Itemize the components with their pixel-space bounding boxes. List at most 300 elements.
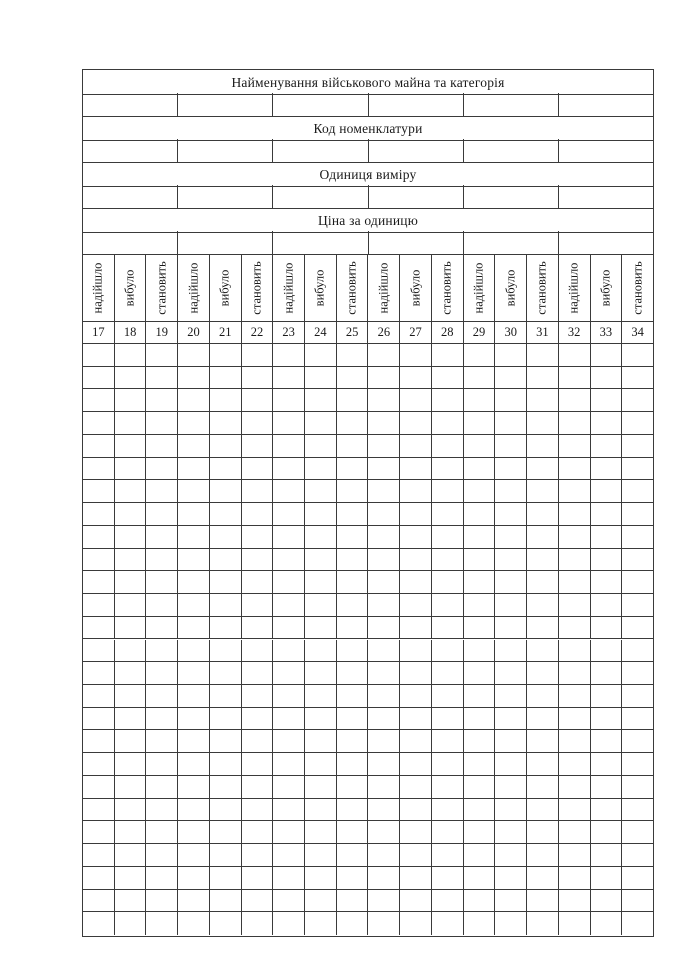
table-cell[interactable] xyxy=(368,458,400,480)
table-cell[interactable] xyxy=(242,912,274,935)
table-cell[interactable] xyxy=(464,912,496,935)
table-cell[interactable] xyxy=(495,594,527,616)
table-cell[interactable] xyxy=(559,526,591,548)
table-cell[interactable] xyxy=(115,753,147,775)
table-cell[interactable] xyxy=(464,571,496,593)
table-cell[interactable] xyxy=(83,708,115,730)
table-cell[interactable] xyxy=(210,571,242,593)
table-cell[interactable] xyxy=(178,594,210,616)
table-cell[interactable] xyxy=(591,526,623,548)
table-cell[interactable] xyxy=(305,821,337,843)
table-cell[interactable] xyxy=(273,367,305,389)
table-cell[interactable] xyxy=(178,412,210,434)
table-cell[interactable] xyxy=(146,708,178,730)
table-cell[interactable] xyxy=(368,571,400,593)
table-cell[interactable] xyxy=(368,549,400,571)
table-cell[interactable] xyxy=(368,389,400,411)
band-entry-cell[interactable] xyxy=(83,185,178,208)
table-cell[interactable] xyxy=(622,799,653,821)
table-cell[interactable] xyxy=(305,776,337,798)
table-cell[interactable] xyxy=(400,480,432,502)
table-cell[interactable] xyxy=(210,708,242,730)
table-cell[interactable] xyxy=(178,549,210,571)
table-cell[interactable] xyxy=(400,867,432,889)
table-cell[interactable] xyxy=(495,367,527,389)
table-cell[interactable] xyxy=(432,776,464,798)
table-cell[interactable] xyxy=(337,776,369,798)
table-cell[interactable] xyxy=(305,617,337,639)
table-cell[interactable] xyxy=(400,730,432,752)
table-cell[interactable] xyxy=(368,867,400,889)
table-cell[interactable] xyxy=(115,389,147,411)
table-cell[interactable] xyxy=(591,844,623,866)
table-cell[interactable] xyxy=(305,912,337,935)
table-cell[interactable] xyxy=(591,867,623,889)
table-cell[interactable] xyxy=(400,685,432,707)
table-cell[interactable] xyxy=(337,662,369,684)
table-cell[interactable] xyxy=(178,458,210,480)
table-cell[interactable] xyxy=(115,367,147,389)
table-cell[interactable] xyxy=(527,912,559,935)
table-cell[interactable] xyxy=(146,503,178,525)
band-entry-cell[interactable] xyxy=(178,139,273,162)
table-cell[interactable] xyxy=(115,617,147,639)
table-cell[interactable] xyxy=(146,776,178,798)
band-entry-cell[interactable] xyxy=(464,185,559,208)
table-cell[interactable] xyxy=(337,526,369,548)
table-cell[interactable] xyxy=(178,890,210,912)
table-cell[interactable] xyxy=(432,594,464,616)
table-cell[interactable] xyxy=(400,549,432,571)
table-cell[interactable] xyxy=(242,640,274,662)
table-cell[interactable] xyxy=(210,549,242,571)
table-cell[interactable] xyxy=(242,571,274,593)
table-cell[interactable] xyxy=(83,458,115,480)
table-cell[interactable] xyxy=(178,799,210,821)
table-cell[interactable] xyxy=(337,730,369,752)
table-cell[interactable] xyxy=(273,730,305,752)
table-cell[interactable] xyxy=(495,503,527,525)
table-cell[interactable] xyxy=(178,821,210,843)
table-cell[interactable] xyxy=(337,685,369,707)
table-cell[interactable] xyxy=(115,480,147,502)
table-cell[interactable] xyxy=(400,662,432,684)
table-cell[interactable] xyxy=(432,708,464,730)
table-cell[interactable] xyxy=(305,844,337,866)
table-cell[interactable] xyxy=(273,799,305,821)
table-cell[interactable] xyxy=(591,549,623,571)
table-cell[interactable] xyxy=(337,640,369,662)
table-cell[interactable] xyxy=(115,730,147,752)
table-cell[interactable] xyxy=(337,571,369,593)
table-cell[interactable] xyxy=(210,435,242,457)
table-cell[interactable] xyxy=(242,617,274,639)
table-cell[interactable] xyxy=(495,685,527,707)
table-cell[interactable] xyxy=(83,776,115,798)
table-cell[interactable] xyxy=(559,730,591,752)
table-cell[interactable] xyxy=(400,776,432,798)
table-cell[interactable] xyxy=(527,890,559,912)
table-cell[interactable] xyxy=(210,526,242,548)
table-cell[interactable] xyxy=(622,867,653,889)
table-cell[interactable] xyxy=(591,594,623,616)
band-entry-cell[interactable] xyxy=(559,185,653,208)
table-cell[interactable] xyxy=(559,367,591,389)
table-cell[interactable] xyxy=(273,867,305,889)
table-cell[interactable] xyxy=(242,458,274,480)
table-cell[interactable] xyxy=(273,549,305,571)
table-cell[interactable] xyxy=(242,503,274,525)
table-cell[interactable] xyxy=(83,640,115,662)
table-cell[interactable] xyxy=(432,480,464,502)
table-cell[interactable] xyxy=(83,730,115,752)
table-cell[interactable] xyxy=(622,753,653,775)
band-entry-cell[interactable] xyxy=(559,231,653,254)
table-cell[interactable] xyxy=(622,549,653,571)
table-cell[interactable] xyxy=(622,344,653,366)
table-cell[interactable] xyxy=(527,640,559,662)
table-cell[interactable] xyxy=(527,389,559,411)
table-cell[interactable] xyxy=(527,549,559,571)
table-cell[interactable] xyxy=(305,458,337,480)
table-cell[interactable] xyxy=(146,412,178,434)
table-cell[interactable] xyxy=(210,844,242,866)
table-cell[interactable] xyxy=(559,594,591,616)
table-cell[interactable] xyxy=(591,480,623,502)
table-cell[interactable] xyxy=(83,685,115,707)
table-cell[interactable] xyxy=(305,708,337,730)
table-cell[interactable] xyxy=(400,617,432,639)
table-cell[interactable] xyxy=(464,594,496,616)
table-cell[interactable] xyxy=(273,526,305,548)
table-cell[interactable] xyxy=(115,344,147,366)
table-cell[interactable] xyxy=(495,571,527,593)
table-cell[interactable] xyxy=(273,890,305,912)
table-cell[interactable] xyxy=(495,435,527,457)
table-cell[interactable] xyxy=(368,662,400,684)
table-cell[interactable] xyxy=(464,685,496,707)
table-cell[interactable] xyxy=(400,753,432,775)
table-cell[interactable] xyxy=(495,912,527,935)
table-cell[interactable] xyxy=(273,640,305,662)
table-cell[interactable] xyxy=(242,685,274,707)
table-cell[interactable] xyxy=(464,799,496,821)
table-cell[interactable] xyxy=(495,549,527,571)
table-cell[interactable] xyxy=(432,912,464,935)
table-cell[interactable] xyxy=(115,458,147,480)
table-cell[interactable] xyxy=(368,503,400,525)
table-cell[interactable] xyxy=(305,435,337,457)
table-cell[interactable] xyxy=(368,344,400,366)
table-cell[interactable] xyxy=(242,594,274,616)
table-cell[interactable] xyxy=(400,503,432,525)
band-entry-cell[interactable] xyxy=(559,93,653,116)
table-cell[interactable] xyxy=(242,435,274,457)
table-cell[interactable] xyxy=(432,344,464,366)
table-cell[interactable] xyxy=(273,458,305,480)
table-cell[interactable] xyxy=(527,594,559,616)
table-cell[interactable] xyxy=(178,867,210,889)
band-entry-cell[interactable] xyxy=(273,139,368,162)
table-cell[interactable] xyxy=(591,458,623,480)
table-cell[interactable] xyxy=(337,412,369,434)
table-cell[interactable] xyxy=(337,389,369,411)
table-cell[interactable] xyxy=(495,458,527,480)
table-cell[interactable] xyxy=(559,389,591,411)
table-cell[interactable] xyxy=(432,867,464,889)
table-cell[interactable] xyxy=(115,685,147,707)
table-cell[interactable] xyxy=(432,685,464,707)
table-cell[interactable] xyxy=(527,662,559,684)
table-cell[interactable] xyxy=(146,730,178,752)
table-cell[interactable] xyxy=(337,890,369,912)
table-cell[interactable] xyxy=(432,526,464,548)
band-entry-cell[interactable] xyxy=(178,185,273,208)
table-cell[interactable] xyxy=(242,549,274,571)
table-cell[interactable] xyxy=(432,799,464,821)
table-cell[interactable] xyxy=(115,821,147,843)
table-cell[interactable] xyxy=(146,480,178,502)
table-cell[interactable] xyxy=(368,480,400,502)
table-cell[interactable] xyxy=(305,753,337,775)
table-cell[interactable] xyxy=(622,571,653,593)
table-cell[interactable] xyxy=(464,367,496,389)
table-cell[interactable] xyxy=(368,730,400,752)
table-cell[interactable] xyxy=(273,617,305,639)
table-cell[interactable] xyxy=(591,799,623,821)
table-cell[interactable] xyxy=(242,844,274,866)
table-cell[interactable] xyxy=(146,753,178,775)
table-cell[interactable] xyxy=(115,412,147,434)
table-cell[interactable] xyxy=(368,776,400,798)
table-cell[interactable] xyxy=(622,844,653,866)
table-cell[interactable] xyxy=(337,503,369,525)
table-cell[interactable] xyxy=(210,799,242,821)
table-cell[interactable] xyxy=(305,549,337,571)
table-cell[interactable] xyxy=(591,344,623,366)
table-cell[interactable] xyxy=(559,753,591,775)
table-cell[interactable] xyxy=(115,799,147,821)
table-cell[interactable] xyxy=(242,867,274,889)
table-cell[interactable] xyxy=(115,503,147,525)
table-cell[interactable] xyxy=(337,753,369,775)
table-cell[interactable] xyxy=(622,389,653,411)
band-entry-cell[interactable] xyxy=(273,93,368,116)
table-cell[interactable] xyxy=(115,708,147,730)
table-cell[interactable] xyxy=(115,526,147,548)
table-cell[interactable] xyxy=(559,640,591,662)
table-cell[interactable] xyxy=(400,344,432,366)
table-cell[interactable] xyxy=(464,776,496,798)
table-cell[interactable] xyxy=(591,435,623,457)
band-entry-cell[interactable] xyxy=(273,231,368,254)
table-cell[interactable] xyxy=(83,844,115,866)
table-cell[interactable] xyxy=(464,821,496,843)
table-cell[interactable] xyxy=(83,799,115,821)
table-cell[interactable] xyxy=(305,571,337,593)
table-cell[interactable] xyxy=(400,844,432,866)
table-cell[interactable] xyxy=(432,844,464,866)
table-cell[interactable] xyxy=(146,389,178,411)
table-cell[interactable] xyxy=(210,640,242,662)
table-cell[interactable] xyxy=(115,844,147,866)
table-cell[interactable] xyxy=(622,412,653,434)
table-cell[interactable] xyxy=(432,389,464,411)
table-cell[interactable] xyxy=(210,458,242,480)
table-cell[interactable] xyxy=(305,662,337,684)
band-entry-cell[interactable] xyxy=(178,93,273,116)
table-cell[interactable] xyxy=(242,367,274,389)
table-cell[interactable] xyxy=(368,435,400,457)
table-cell[interactable] xyxy=(115,594,147,616)
table-cell[interactable] xyxy=(622,912,653,935)
table-cell[interactable] xyxy=(559,549,591,571)
table-cell[interactable] xyxy=(178,526,210,548)
table-cell[interactable] xyxy=(432,367,464,389)
table-cell[interactable] xyxy=(273,708,305,730)
table-cell[interactable] xyxy=(146,344,178,366)
table-cell[interactable] xyxy=(146,844,178,866)
table-cell[interactable] xyxy=(337,549,369,571)
table-cell[interactable] xyxy=(273,776,305,798)
table-cell[interactable] xyxy=(83,412,115,434)
table-cell[interactable] xyxy=(115,549,147,571)
table-cell[interactable] xyxy=(273,435,305,457)
table-cell[interactable] xyxy=(146,526,178,548)
table-cell[interactable] xyxy=(400,526,432,548)
table-cell[interactable] xyxy=(464,617,496,639)
table-cell[interactable] xyxy=(305,526,337,548)
table-cell[interactable] xyxy=(591,753,623,775)
table-cell[interactable] xyxy=(337,912,369,935)
table-cell[interactable] xyxy=(495,730,527,752)
table-cell[interactable] xyxy=(273,412,305,434)
band-entry-cell[interactable] xyxy=(369,93,464,116)
table-cell[interactable] xyxy=(146,571,178,593)
table-cell[interactable] xyxy=(305,367,337,389)
table-cell[interactable] xyxy=(242,480,274,502)
table-cell[interactable] xyxy=(400,571,432,593)
table-cell[interactable] xyxy=(527,730,559,752)
table-cell[interactable] xyxy=(273,480,305,502)
band-entry-cell[interactable] xyxy=(369,185,464,208)
table-cell[interactable] xyxy=(559,867,591,889)
table-cell[interactable] xyxy=(146,912,178,935)
table-cell[interactable] xyxy=(115,435,147,457)
table-cell[interactable] xyxy=(178,344,210,366)
table-cell[interactable] xyxy=(495,526,527,548)
table-cell[interactable] xyxy=(622,730,653,752)
table-cell[interactable] xyxy=(591,662,623,684)
table-cell[interactable] xyxy=(210,821,242,843)
table-cell[interactable] xyxy=(83,480,115,502)
table-cell[interactable] xyxy=(242,753,274,775)
table-cell[interactable] xyxy=(400,412,432,434)
table-cell[interactable] xyxy=(559,685,591,707)
table-cell[interactable] xyxy=(432,549,464,571)
table-cell[interactable] xyxy=(337,617,369,639)
table-cell[interactable] xyxy=(559,480,591,502)
table-cell[interactable] xyxy=(432,821,464,843)
table-cell[interactable] xyxy=(432,503,464,525)
table-cell[interactable] xyxy=(527,458,559,480)
table-cell[interactable] xyxy=(591,708,623,730)
table-cell[interactable] xyxy=(273,594,305,616)
table-cell[interactable] xyxy=(464,503,496,525)
table-cell[interactable] xyxy=(591,571,623,593)
table-cell[interactable] xyxy=(146,549,178,571)
table-cell[interactable] xyxy=(146,867,178,889)
table-cell[interactable] xyxy=(495,344,527,366)
table-cell[interactable] xyxy=(368,367,400,389)
table-cell[interactable] xyxy=(400,458,432,480)
table-cell[interactable] xyxy=(368,821,400,843)
table-cell[interactable] xyxy=(622,367,653,389)
table-cell[interactable] xyxy=(591,503,623,525)
table-cell[interactable] xyxy=(146,685,178,707)
table-cell[interactable] xyxy=(178,912,210,935)
table-cell[interactable] xyxy=(464,708,496,730)
table-cell[interactable] xyxy=(591,617,623,639)
table-cell[interactable] xyxy=(495,412,527,434)
table-cell[interactable] xyxy=(178,640,210,662)
table-cell[interactable] xyxy=(591,821,623,843)
table-cell[interactable] xyxy=(337,435,369,457)
table-cell[interactable] xyxy=(527,435,559,457)
table-cell[interactable] xyxy=(400,912,432,935)
table-cell[interactable] xyxy=(527,708,559,730)
table-cell[interactable] xyxy=(178,662,210,684)
table-cell[interactable] xyxy=(368,685,400,707)
table-cell[interactable] xyxy=(242,776,274,798)
table-cell[interactable] xyxy=(400,594,432,616)
table-cell[interactable] xyxy=(622,458,653,480)
table-cell[interactable] xyxy=(115,571,147,593)
table-cell[interactable] xyxy=(464,458,496,480)
table-cell[interactable] xyxy=(464,389,496,411)
table-cell[interactable] xyxy=(242,412,274,434)
table-cell[interactable] xyxy=(495,640,527,662)
table-cell[interactable] xyxy=(210,867,242,889)
table-cell[interactable] xyxy=(622,708,653,730)
table-cell[interactable] xyxy=(242,389,274,411)
table-cell[interactable] xyxy=(305,412,337,434)
table-cell[interactable] xyxy=(400,435,432,457)
table-cell[interactable] xyxy=(368,594,400,616)
table-cell[interactable] xyxy=(495,389,527,411)
table-cell[interactable] xyxy=(273,912,305,935)
table-cell[interactable] xyxy=(464,753,496,775)
table-cell[interactable] xyxy=(83,367,115,389)
table-cell[interactable] xyxy=(242,799,274,821)
table-cell[interactable] xyxy=(495,844,527,866)
table-cell[interactable] xyxy=(210,389,242,411)
table-cell[interactable] xyxy=(305,389,337,411)
band-entry-cell[interactable] xyxy=(273,185,368,208)
table-cell[interactable] xyxy=(305,503,337,525)
table-cell[interactable] xyxy=(432,753,464,775)
table-cell[interactable] xyxy=(527,480,559,502)
table-cell[interactable] xyxy=(210,753,242,775)
table-cell[interactable] xyxy=(559,571,591,593)
table-cell[interactable] xyxy=(305,685,337,707)
table-cell[interactable] xyxy=(337,458,369,480)
table-cell[interactable] xyxy=(146,662,178,684)
table-cell[interactable] xyxy=(400,799,432,821)
table-cell[interactable] xyxy=(527,799,559,821)
table-cell[interactable] xyxy=(432,890,464,912)
table-cell[interactable] xyxy=(559,344,591,366)
